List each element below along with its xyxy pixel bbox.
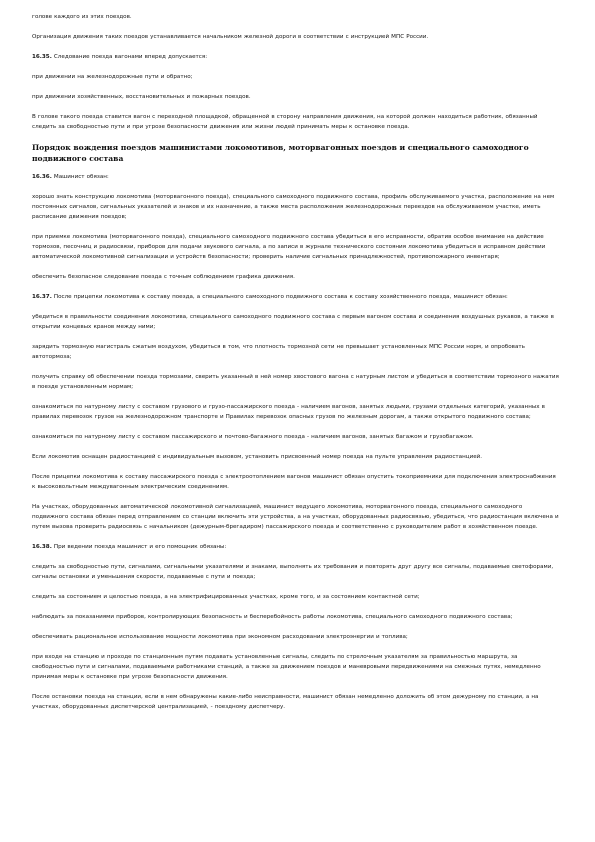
paragraph-text: при приемке локомотива (моторвагонного поезда), специального самоходного подвижного состава убедиться в его исправности, обратив особое внимание на действие тормозов, песочниц и радиосвязи, приборов для подачи звукового сигнала, а по записи в журнале технического состояния локомотива убедиться в исправном действии автоматической локомотивной сигнализации и устройств безопасности; проверить наличие сигнальных принадлежностей, противопожарного инвентаря; [32,234,546,260]
paragraph [32,112,559,132]
section-heading [32,142,559,164]
clause-number: 16.37. [32,294,52,300]
paragraph [32,692,559,712]
paragraph-text: В голове такого поезда ставится вагон с переходной площадкой, обращенной в сторону направления движения, на которой должен находиться работник, обязанный следить за свободностью пути и при угрозе безопасности движения или жизни людей принимать меры к остановке поезда. [32,114,538,130]
paragraph [32,612,559,622]
paragraph [32,402,559,422]
paragraph [32,592,559,602]
paragraph-text: зарядить тормозную магистраль сжатым воздухом, убедиться в том, что плотность тормозной сети не превышает установленных МПС России норм, и опробовать автотормоза; [32,344,525,360]
paragraph-text: при движении на железнодорожные пути и обратно; [32,74,193,80]
paragraph-text: хорошо знать конструкцию локомотива (моторвагонного поезда), специального самоходного подвижного состава, профиль обслуживаемого участка, расположение на нем постоянных сигналов, сигнальных указателей и знаков и их назначение, а также места расположения железнодорожных переездов на обслуживаемом участке, иметь расписание движения поездов; [32,194,555,220]
paragraph-text: голове каждого из этих поездов. [32,14,132,20]
paragraph [32,272,559,282]
paragraph [32,52,559,62]
paragraph [32,192,559,222]
paragraph-text: Следование поезда вагонами вперед допускается: [53,54,208,60]
paragraph [32,92,559,102]
paragraph-text: убедиться в правильности соединения локомотива, специального самоходного подвижного состава с первым вагоном состава и соединения воздушных рукавов, а также в открытии концевых кранов между ними; [32,314,554,330]
paragraph-text: Если локомотив оснащен радиостанцией с индивидуальным вызовом, установить присвоенный номер поезда на пульте управления радиостанцией. [32,454,483,460]
paragraph-text: После остановки поезда на станции, если в нем обнаружены какие-либо неисправности, машинист обязан немедленно доложить об этом дежурному по станции, а на участках, оборудованных диспетчерской централизацией, - поездному диспетчеру. [32,694,539,710]
paragraph-text: Машинист обязан: [53,174,109,180]
paragraph-text: следить за состоянием и целостью поезда, а на электрифицированных участках, кроме того, и за состоянием контактной сети; [32,594,420,600]
paragraph [32,172,559,182]
paragraph-text: Организация движения таких поездов устанавливается начальником железной дороги в соответствии с инструкцией МПС России. [32,34,429,40]
paragraph [32,72,559,82]
clause-number: 16.38. [32,544,52,550]
paragraph-text: ознакомиться по натурному листу с составом грузового и грузо-пассажирского поезда - наличием вагонов, занятых людьми, грузами отдельных категорий, указанных в правилах перевозок грузов на железнодорожном транспорте и Правилах перевозок опасных грузов по железным дорогам, а также открытого подвижного состава; [32,404,545,420]
paragraph-text: наблюдать за показаниями приборов, контролирующих безопасность и бесперебойность работы локомотива, специального самоходного подвижного состава; [32,614,513,620]
paragraph [32,292,559,302]
paragraph-text: при движении хозяйственных, восстановительных и пожарных поездов. [32,94,251,100]
paragraph [32,232,559,262]
paragraph-text: обеспечивать рациональное использование мощности локомотива при экономном расходовании электроэнергии и топлива; [32,634,408,640]
paragraph [32,562,559,582]
clause-number: 16.36. [32,174,52,180]
paragraph [32,32,559,42]
paragraph-text: получить справку об обеспечении поезда тормозами, сверить указанный в ней номер хвостового вагона с натурным листом и убедиться в соответствии тормозного нажатия в поезде установленным нормам; [32,374,559,390]
paragraph [32,312,559,332]
paragraph [32,632,559,642]
paragraph-text: обеспечить безопасное следование поезда с точным соблюдением графика движения. [32,274,295,280]
paragraph-text: Порядок вождения поездов машинистами локомотивов, моторвагонных поездов и специального самоходного подвижного состава [32,143,529,163]
paragraph [32,652,559,682]
clause-number: 16.35. [32,54,52,60]
paragraph-text: На участках, оборудованных автоматической локомотивной сигнализацией, машинист ведущего локомотива, моторвагонного поезда, специального самоходного подвижного состава обязан перед отправлением со станции включить эти устройства, а на участках, оборудованных радиосвязью, убедиться, что радиостанция включена и путем вызова проверить радиосвязь с начальником (дежурным-брегадиром) пассажирского поезда и соответственно с руководителем работ в хозяйственном поезде. [32,504,559,530]
paragraph-text: После прицепки локомотива к составу поезда, а специального самоходного подвижного состава к составу хозяйственного поезда, машинист обязан: [53,294,508,300]
paragraph [32,472,559,492]
paragraph [32,542,559,552]
paragraph [32,432,559,442]
paragraph [32,372,559,392]
paragraph-text: При ведении поезда машинист и его помощник обязаны: [53,544,227,550]
paragraph [32,342,559,362]
paragraph [32,502,559,532]
paragraph [32,12,559,22]
paragraph-text: следить за свободностью пути, сигналами, сигнальными указателями и знаками, выполнять их требования и повторять друг другу все сигналы, подаваемые светофорами, сигналы остановки и уменьшения скорости, подаваемые с пути и поезда; [32,564,554,580]
paragraph-text: После прицепки локомотива к составу пассажирского поезда с электроотоплением вагонов машинист обязан опустить токоприемники для подключения электроснабжения к высоковольтным междувагонным электрическим соединениям. [32,474,556,490]
paragraph [32,452,559,462]
paragraph-text: при входе на станцию и проходе по станционным путям подавать установленные сигналы, следить по стрелочным указателям за правильностью маршрута, за свободностью пути и сигналами, подаваемыми работниками станций, а также за движением поездов и маневровыми передвижениями на смежных путях, немедленно принимая меры к остановке при угрозе безопасности движения. [32,654,541,680]
paragraph-text: ознакомиться по натурному листу с составом пассажирского и почтово-багажного поезда - наличием вагонов, занятых багажом и грузобагажом. [32,434,474,440]
